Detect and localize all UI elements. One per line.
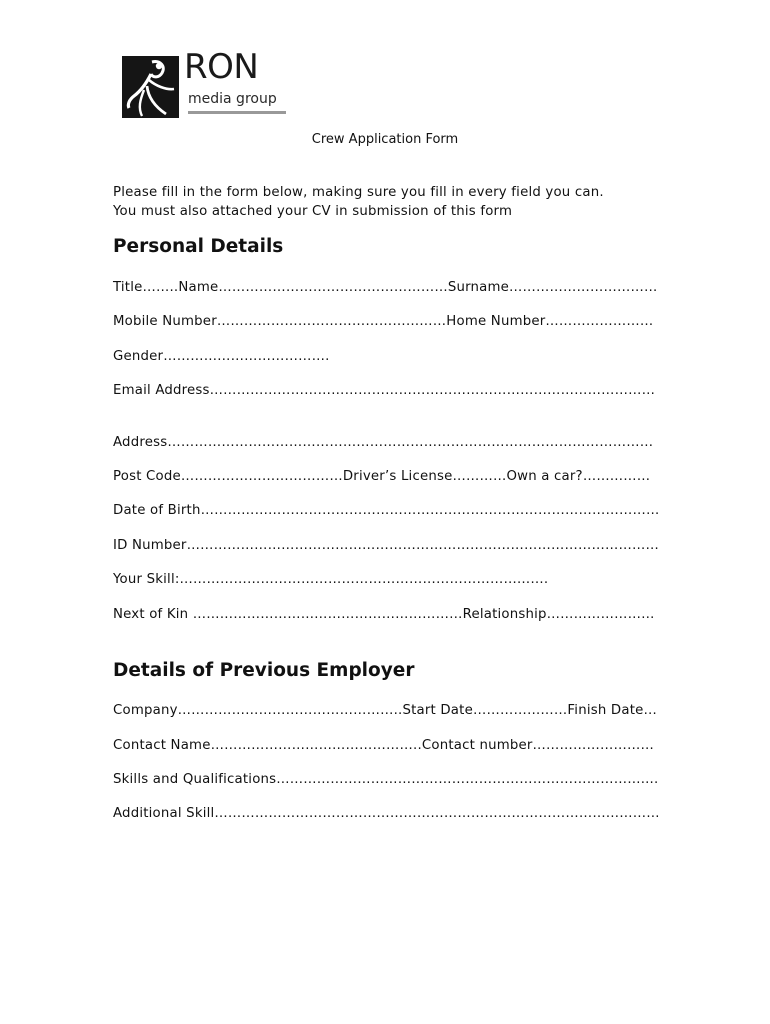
address-field: Address………………………………………………………………………………………………: [113, 435, 654, 450]
skills-qualifications-field: Skills and Qualifications………………………………………………………………………....: [113, 772, 659, 787]
email-address-field: Email Address………………………………………………………………………………………: [113, 383, 656, 398]
additional-skill-field: Additional Skill………………………………………………………………………………………: [113, 806, 660, 821]
form-title: Crew Application Form: [311, 132, 459, 147]
previous-employer-heading: Details of Previous Employer: [113, 660, 415, 681]
instruction-line: Please fill in the form below, making sure you fill in every field you can.: [113, 185, 604, 200]
ron-media-group-logo: [122, 47, 292, 120]
postcode-license-car-fields: Post Code………………………………Driver’s License…………Own a car?……………: [113, 469, 651, 484]
form-instructions: [113, 183, 604, 221]
instruction-line: You must also attached your CV in submission of this form: [113, 204, 513, 219]
logo-subtitle: media group: [188, 91, 277, 107]
date-of-birth-field: Date of Birth…………………………………………………………………………………………: [113, 503, 660, 518]
contact-name-number-fields: Contact Name………………………………………..Contact number………………………: [113, 738, 655, 753]
personal-details-heading: Personal Details: [113, 236, 284, 257]
title-name-surname-fields: Title……..Name……………………………………………Surname……………………………: [113, 280, 658, 295]
dancer-logo-icon: [122, 56, 179, 118]
id-number-field: ID Number……………………………………………………………………………………………: [113, 538, 659, 553]
logo-tagline-graphic: [188, 111, 286, 115]
company-dates-fields: Company…………………………………………..Start Date…………………Finish Date…: [113, 703, 657, 718]
next-of-kin-relationship-fields: Next of Kin ……………………………………………………Relationship……………………: [113, 607, 655, 622]
mobile-home-number-fields: Mobile Number……………………………………………Home Number……………………: [113, 314, 654, 329]
logo-wordmark: RON: [184, 47, 259, 87]
gender-field: Gender……………………………….: [113, 349, 330, 364]
your-skill-field: Your Skill:……………………………………………………………………….: [113, 572, 549, 587]
